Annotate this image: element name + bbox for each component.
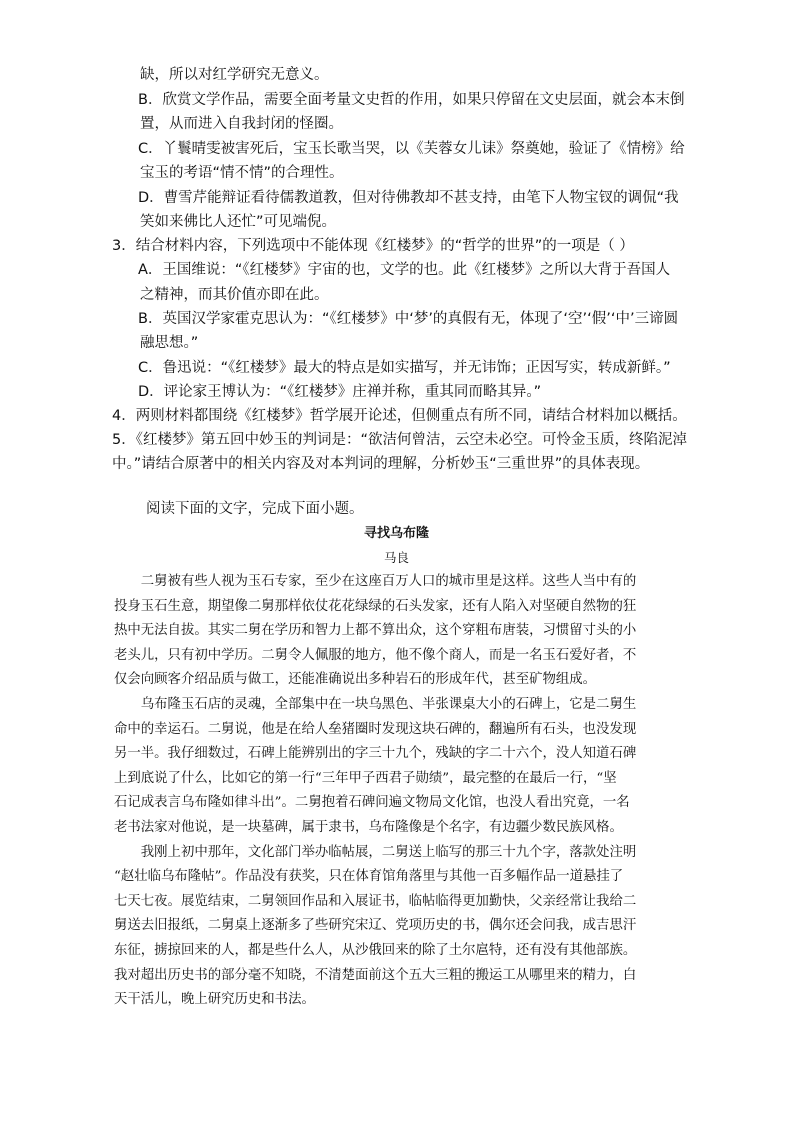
article-line: 我刚上初中那年，文化部门举办临帖展，二舅送上临写的那三十九个字，落款处注明	[114, 844, 637, 860]
q2-option-a-tail: 缺，所以对红学研究无意义。	[140, 67, 329, 83]
article-author: 马良	[383, 550, 409, 565]
article-title: 寻找乌布隆	[363, 526, 429, 541]
article-line: 我对超出历史书的部分毫不知晓，不清楚面前这个五大三粗的搬运工从哪里来的精力，白	[114, 967, 637, 983]
q2-option-d-line2: 笑如来佛比人还忙”可见端倪。	[140, 214, 337, 230]
q2-option-d-line1: D．曹雪芹能辩证看待儒教道教，但对待佛教却不甚支持，由笔下人物宝钗的调侃“我	[138, 190, 679, 206]
article-line: “赵壮临乌布隆帖”。作品没有获奖，只在体育馆角落里与其他一百多幅作品一道悬挂了	[114, 869, 624, 885]
article-line: 老头儿，只有初中学历。二舅令人佩服的地方，他不像个商人，而是一名玉石爱好者，不	[114, 647, 637, 663]
article-line: 上到底说了什么，比如它的第一行“三年甲子西君子勋绩”，最完整的在最后一行，“坚	[114, 770, 617, 786]
article-line: 七天七夜。展览结束，二舅领回作品和入展证书，临帖临得更加勤快，父亲经常让我给二	[114, 893, 637, 909]
q2-option-b-line1: B．欣赏文学作品，需要全面考量文史哲的作用，如果只停留在文史层面，就会本末倒	[138, 92, 685, 108]
q4-stem: 4．两则材料都围绕《红楼梦》哲学展开论述，但侧重点有所不同，请结合材料加以概括。	[112, 408, 687, 424]
reading-instruction: 阅读下面的文字，完成下面小题。	[146, 501, 364, 517]
article-line: 东征，掳掠回来的人，都是些什么人，从沙俄回来的除了土尔扈特，还有没有其他部族。	[114, 943, 637, 958]
article-line: 乌布隆玉石店的灵魂，全部集中在一块乌黑色、半张课桌大小的石碑上，它是二舅生	[114, 697, 637, 712]
q3-option-a-line2: 之精神，而其价值亦即在此。	[140, 287, 329, 303]
article-line: 老书法家对他说，是一块墓碑，属于隶书，乌布隆像是个名字，有边疆少数民族风格。	[114, 820, 623, 835]
article-line: 二舅被有些人视为玉石专家，至少在这座百万人口的城市里是这样。这些人当中有的	[114, 574, 637, 589]
q2-option-c-line1: C．丫鬟晴雯被害死后，宝玉长歌当哭，以《芙蓉女儿诔》祭奠她，验证了《情榜》给	[138, 141, 685, 157]
q3-option-d: D．评论家王博认为：“《红楼梦》庄禅并称，重其同而略其异。”	[138, 384, 542, 400]
article-line: 舅送去旧报纸，二舅桌上逐渐多了些研究宋辽、党项历史的书，偶尔还会问我，成吉思汗	[114, 918, 637, 934]
q3-option-c: C．鲁迅说：“《红楼梦》最大的特点是如实描写，并无讳饰；正因写实，转成新鲜。”	[138, 360, 671, 376]
q3-option-b-line1: B．英国汉学家霍克思认为：“《红楼梦》中‘梦’的真假有无，体现了‘空’‘假’‘中’三谛圆	[138, 311, 679, 327]
q2-option-c-line2: 宝玉的考语“情不情”的合理性。	[140, 165, 344, 181]
article-line: 另一半。我仔细数过，石碑上能辨别出的字三十九个，残缺的字二十六个，没人知道石碑	[114, 746, 637, 762]
article-line: 热中无法自拔。其实二舅在学历和智力上都不算出众，这个穿粗布唐装，习惯留寸头的小	[114, 623, 637, 639]
q3-option-b-line2: 融思想。”	[140, 335, 199, 351]
q3-stem: 3．结合材料内容，下列选项中不能体现《红楼梦》的“哲学的世界”的一项是（ ）	[112, 238, 634, 254]
article-line: 天干活儿，晚上研究历史和书法。	[114, 992, 315, 1008]
q5-stem-line1: 5．《红楼梦》第五回中妙玉的判词是：“欲洁何曾洁，云空未必空。可怜金玉质，终陷泥淖	[112, 432, 687, 448]
article-line: 投身玉石生意，期望像二舅那样依仗花花绿绿的石头发家，还有人陷入对坚硬自然物的狂	[114, 598, 637, 614]
q3-option-a-line1: A．王国维说：“《红楼梦》宇宙的也，文学的也。此《红楼梦》之所以大背于吾国人	[138, 262, 671, 278]
article-line: 命中的幸运石。二舅说，他是在给人垒猪圈时发现这块石碑的，翻遍所有石头，也没发现	[114, 721, 637, 737]
article-line: 石记成表言乌布隆如律斗出”。二舅抱着石碑问遍文物局文化馆，也没人看出究竟，一名	[114, 795, 630, 811]
q5-stem-line2: 中。”请结合原著中的相关内容及对本判词的理解，分析妙玉“三重世界”的具体表现。	[112, 456, 650, 472]
article-line: 仅会向顾客介绍品质与做工，还能准确说出多种岩石的形成年代，甚至矿物组成。	[114, 672, 597, 688]
q2-option-b-line2: 置，从而进入自我封闭的怪圈。	[140, 116, 343, 132]
